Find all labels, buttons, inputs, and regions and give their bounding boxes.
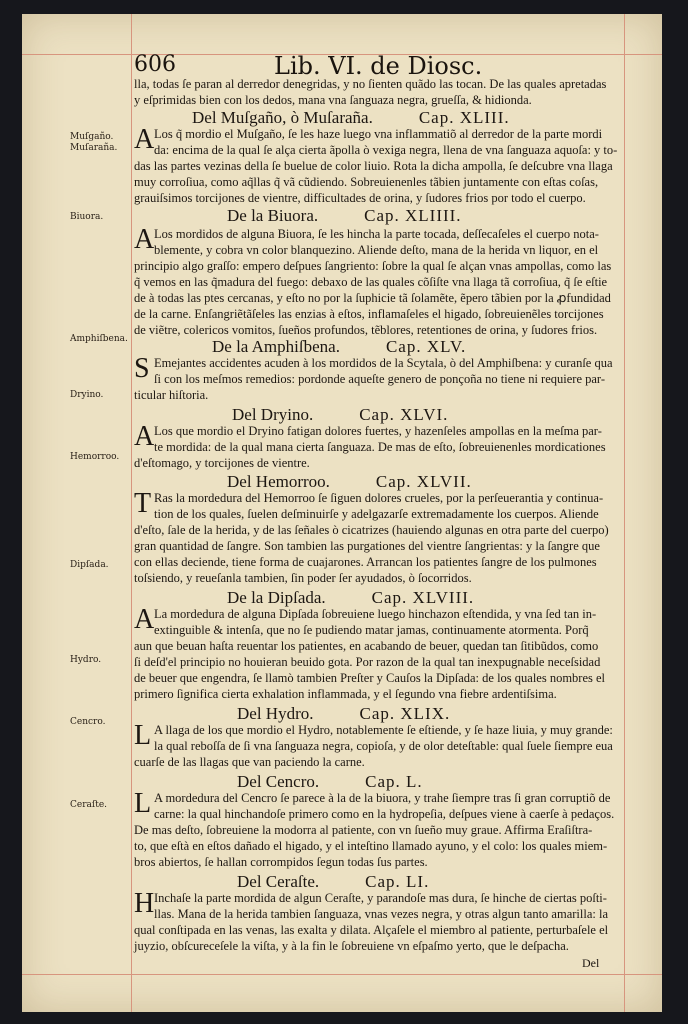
text-line: toſsiendo, y reueſanla tambien, ſin poder ſer ayudados, ò ſocorridos. xyxy=(134,571,472,585)
chapter-heading: Del Muſgaño, ò Muſaraña. Cap. XLIII. xyxy=(192,108,510,127)
text-line: ſi con los meſmos remedios: pordonde aqueſte genero de ponçoña no tiene ni requiere par- xyxy=(154,372,605,386)
drop-cap: H xyxy=(134,888,155,919)
text-line: da: encima de la qual ſe alça cierta ãpolla ò vexiga negra, llena de vna ſanguaza aquoſa: y to- xyxy=(154,143,618,157)
book-page xyxy=(22,14,662,1012)
margin-note-musgano: Muſgaño. xyxy=(70,132,114,142)
text-line: de viẽtre, colericos vomitos, ſueños profundos, tẽblores, retentiones de orina, y ſudores frios. xyxy=(134,323,598,337)
intro-line: y eſprimidas bien con los dedos, mana vna ſanguaza negra, grueſſa, & hidionda. xyxy=(134,93,532,107)
text-line: De mas deſto, ſobreuiene la modorra al patiente, con vn ſueño muy graue. Affirma Eraſiſtra- xyxy=(134,823,593,837)
margin-rule-left xyxy=(131,14,132,1012)
text-line: q̃ vemos en las q̃madura del fuego: debaxo de las quales cõſiſte vna llaga tã corroſiua, q̃ ſe eſtie xyxy=(134,275,608,289)
text-line: de à todas las ptes cercanas, y eſto no por la ſuphicie tã ſolamẽte, ẽpero tãbien por la ꝓfundidad xyxy=(134,291,611,305)
margin-note-biuora: Biuora. xyxy=(70,212,104,222)
text-line: llas. Mana de la herida tambien ſanguaza, vnas vezes negra, y otras algun tanto amarilla: la xyxy=(154,907,608,921)
text-line: Inchaſe la parte mordida de algun Ceraſte, y parandoſe mas dura, ſe hinche de ciertas poſti- xyxy=(154,891,607,905)
margin-rule-bottom xyxy=(22,974,662,975)
margin-note-cencro: Cencro. xyxy=(70,717,106,727)
drop-cap: A xyxy=(134,124,155,155)
text-line: aun que beuan haſta reuentar los patientes, en acabando de beuer, quedan tan ſitibũdos, como xyxy=(134,639,599,653)
text-line: grauiſsimos torcijones de vientre, difficultades de orina, y ſudores frios por todo el cuerpo. xyxy=(134,191,586,205)
text-line: primero ſignifica cierta exhalation inflammada, y el ſegundo vna fiebre ardentiſsima. xyxy=(134,687,557,701)
drop-cap: L xyxy=(134,720,152,751)
drop-cap: S xyxy=(134,353,150,384)
text-line: te mordida: de la qual mana cierta ſanguaza. De mas de eſto, ſobreuienenles mordicationes xyxy=(154,440,606,454)
text-line: tion de los quales, ſuelen deſminuirſe y adelgazarſe extremadamente los cuerpos. Aliende xyxy=(154,507,599,521)
chapter-heading: Del Dryino. Cap. XLVI. xyxy=(232,405,449,424)
text-line: la qual reboſſa de ſi vna ſanguaza negra, copioſa, y de olor deteſtable: qual ſuele ſiempre eua xyxy=(154,739,613,753)
chapter-heading: De la Dipſada. Cap. XLVIII. xyxy=(227,588,475,607)
text-line: A mordedura del Cencro ſe parece à la de la biuora, y trahe ſiempre tras ſi gran corruptiõ de xyxy=(154,791,611,805)
drop-cap: A xyxy=(134,224,155,255)
drop-cap: L xyxy=(134,788,152,819)
text-line: de beuer que engendra, ſe llamò tambien Preſter y Cauſos la Dipſada: de los quales nombres el xyxy=(134,671,606,685)
text-line: Los q̃ mordio el Muſgaño, ſe les haze luego vna inflammatiõ al derredor de la parte mordi xyxy=(154,127,603,141)
text-line: muy corroſiua, como aq̃llas q̃ vã cũdiendo. Sobreuienenles tãbien juntamente con eſtas coſas, xyxy=(134,175,599,189)
chapter-heading: Del Ceraſte. Cap. LI. xyxy=(237,872,430,891)
chapter-heading: De la Biuora. Cap. XLIIII. xyxy=(227,206,462,225)
text-line: gran quantidad de ſangre. Son tambien las purgationes del vientre ſangrientas: y la ſangre que xyxy=(134,539,600,553)
margin-note-dipsada: Dipſada. xyxy=(70,560,109,570)
catchword: Del xyxy=(582,956,600,970)
text-line: A llaga de los que mordio el Hydro, notablemente ſe eſtiende, y ſe haze liuia, y muy grande: xyxy=(154,723,613,737)
text-line: de la carne. Enſangriẽtãſeles las enzias à eſtos, inflamaſeles el higado, ſobreuienẽles torcijones xyxy=(134,307,604,321)
text-line: juyzio, obſcureceſele la viſta, y à la fin le ſobreuiene vn eſpaſmo yerto, que le deſpacha. xyxy=(134,939,569,953)
text-line: d'eſtomago, y torcijones de vientre. xyxy=(134,456,310,470)
text-line: Emejantes accidentes acuden à los mordidos de la Scytala, ò del Amphiſbena: y curanſe qua xyxy=(154,356,613,370)
margin-note-amphisbena: Amphiſbena. xyxy=(70,334,128,344)
margin-rule-right xyxy=(624,14,625,1012)
text-line: extinguible & intenſa, que no ſe pudiendo matar jamas, continuamente atormenta. Porq̃ xyxy=(154,623,589,637)
text-line: carne: la qual hinchandoſe primero como en la hydropeſia, deſpues viene à caerſe à pedaços. xyxy=(154,807,615,821)
text-line: ticular hiſtoria. xyxy=(134,388,209,402)
text-line: La mordedura de alguna Dipſada ſobreuiene luego hinchazon eſtendida, y vna ſed tan in- xyxy=(154,607,597,621)
drop-cap: A xyxy=(134,421,155,452)
text-line: d'eſto, ſale de la herida, y de las ſeñales ò cicatrizes (hauiendo algunas en otra parte del cuerpo) xyxy=(134,523,609,537)
chapter-heading: Del Hemorroo. Cap. XLVII. xyxy=(227,472,472,491)
text-line: con ellas deciende, tiene forma de cuajarones. Arrancan los patientes ſangre de los pulmones xyxy=(134,555,597,569)
running-title: Lib. VI. de Diosc. xyxy=(274,52,483,80)
page-number: 606 xyxy=(134,52,176,77)
text-line: principio algo graſſo: empero deſpues ſangriento: ſobre la qual ſe alçan vnas ampollas, como las xyxy=(134,259,612,273)
text-line: to, que eſtà en eſtos dañado el higado, y el inteſtino llamado ayuno, y el colo: los quales miem- xyxy=(134,839,608,853)
chapter-heading: Del Cencro. Cap. L. xyxy=(237,772,423,791)
text-line: Los que mordio el Dryino fatigan dolores fuertes, y hazenſeles ampollas en la meſma par- xyxy=(154,424,602,438)
text-line: bros abiertos, ſe hallan corrompidos ſegun todas ſus partes. xyxy=(134,855,428,869)
drop-cap: A xyxy=(134,604,155,635)
margin-note-ceraste: Ceraſte. xyxy=(70,800,108,810)
margin-note-dryino: Dryino. xyxy=(70,390,104,400)
chapter-heading: Del Hydro. Cap. XLIX. xyxy=(237,704,451,723)
intro-line: lla, todas ſe paran al derredor denegridas, y no ſienten quãdo las tocan. De las quales apretadas xyxy=(134,77,607,91)
drop-cap: T xyxy=(134,488,152,519)
chapter-heading: De la Amphiſbena. Cap. XLV. xyxy=(212,337,467,356)
text-line: Los mordidos de alguna Biuora, ſe les hincha la parte tocada, deſſecaſeles el cuerpo nota- xyxy=(154,227,599,241)
margin-note-hydro: Hydro. xyxy=(70,655,102,665)
text-line: cuarſe de las llagas que van paciendo la carne. xyxy=(134,755,365,769)
text-line: Ras la mordedura del Hemorroo ſe ſiguen dolores crueles, por la perſeuerantia y continua- xyxy=(154,491,604,505)
text-line: blemente, y cobra vn color blanquezino. Aliende deſto, mana de la herida vn liquor, en el xyxy=(154,243,599,257)
margin-note-hemorroo: Hemorroo. xyxy=(70,452,120,462)
margin-note-musarana: Muſaraña. xyxy=(70,143,118,153)
text-line: das las partes vezinas della ſe buelue de color liuio. Rota la dicha ampolla, ſe deſcubre vna llaga xyxy=(134,159,613,173)
text-line: ſi deſd'el principio no houieran beuido gota. Por razon de la qual tan inexpugnable neceſsidad xyxy=(134,655,601,669)
text-line: qual conſtipada en las venas, las exalta y dilata. Alçaſele el miembro al patiente, perturbaſele el xyxy=(134,923,609,937)
